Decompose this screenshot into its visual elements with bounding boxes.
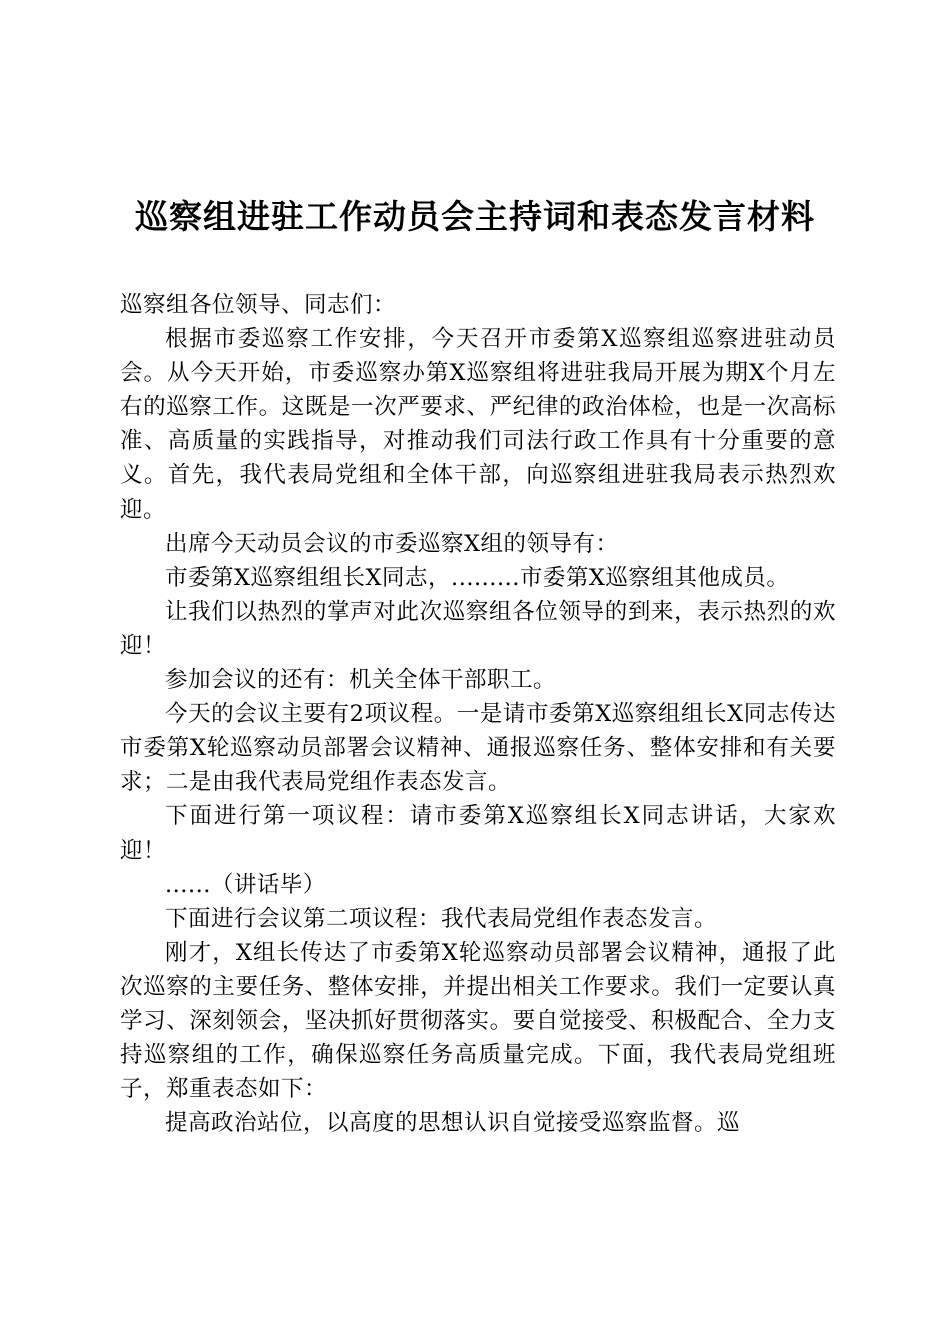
paragraph: 根据市委巡察工作安排，今天召开市委第X巡察组巡察进驻动员会。从今天开始，市委巡察办第X巡察组将进驻我局开展为期X个月左右的巡察工作。这既是一次严要求、严纪律的政治体检，也是一次高标准、高质量的实践指导，对推动我们司法行政工作具有十分重要的意义。首先，我代表局党组和全体干部，向巡察组进驻我局表示热烈欢迎。: [120, 326, 836, 523]
paragraph: 提高政治站位，以高度的思想认识自觉接受巡察监督。巡: [165, 1110, 741, 1137]
paragraph: 市委第X巡察组组长X同志，.........市委第X巡察组其他成员。: [165, 564, 790, 591]
paragraph: 下面进行会议第二项议程：我代表局党组作表态发言。: [165, 905, 718, 932]
paragraph: 今天的会议主要有2项议程。一是请市委第X巡察组组长X同志传达市委第X轮巡察动员部署会议精神、通报巡察任务、整体安排和有关要求；二是由我代表局党组作表态发言。: [120, 701, 836, 796]
paragraph: 刚才，X组长传达了市委第X轮巡察动员部署会议精神，通报了此次巡察的主要任务、整体安排，并提出相关工作要求。我们一定要认真学习、深刻领会，坚决抓好贯彻落实。要自觉接受、积极配合、全力支持巡察组的工作，确保巡察任务高质量完成。下面，我代表局党组班子，郑重表态如下：: [120, 939, 836, 1103]
paragraph: ......（讲话毕）: [165, 871, 326, 898]
salutation: 巡察组各位领导、同志们：: [120, 292, 397, 318]
document-title: 巡察组进驻工作动员会主持词和表态发言材料: [135, 197, 815, 236]
paragraph: 出席今天动员会议的市委巡察X组的领导有：: [165, 530, 619, 557]
paragraph: 下面进行第一项议程：请市委第X巡察组长X同志讲话，大家欢迎！: [120, 803, 836, 864]
paragraph: 让我们以热烈的掌声对此次巡察组各位领导的到来，表示热烈的欢迎！: [120, 598, 836, 659]
paragraph: 参加会议的还有：机关全体干部职工。: [165, 667, 557, 694]
document-body: [120, 288, 836, 1140]
